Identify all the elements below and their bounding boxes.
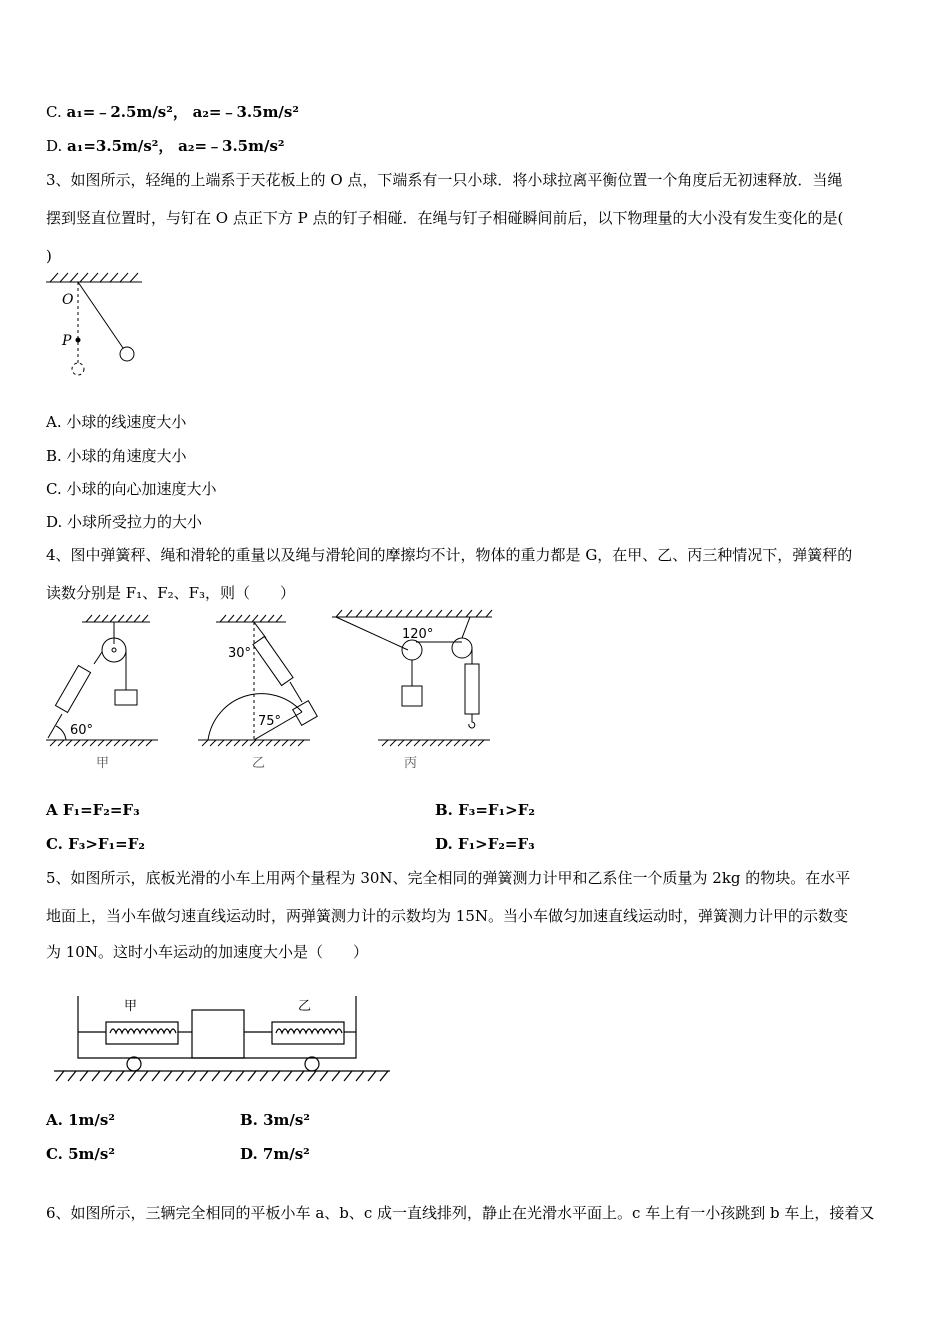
q5-option-b: B. 3m/s² xyxy=(240,1111,310,1129)
q4-option-d: D. F₁>F₂=F₃ xyxy=(435,835,535,853)
angle-75: 75° xyxy=(258,714,282,729)
q4-option-b: B. F₃=F₁>F₂ xyxy=(435,801,535,819)
option-letter: C. xyxy=(46,103,62,121)
angle-30: 30° xyxy=(228,646,252,661)
option-a2: a₂=﹣3.5m/s² xyxy=(178,137,285,155)
label-jia: 甲 xyxy=(124,999,138,1014)
label-p: P xyxy=(62,333,72,349)
q4-figures xyxy=(40,612,510,777)
q5-option-c: C. 5m/s² xyxy=(46,1145,115,1163)
q6-stem-line1: 6、如图所示，三辆完全相同的平板小车 a、b、c 成一直线排列，静止在光滑水平面上。c 车上有一小孩跳到 b 车上，接着又 xyxy=(46,1204,875,1222)
option-a1: a₁=﹣2.5m/s²， xyxy=(66,103,188,121)
q3-option-d: D. 小球所受拉力的大小 xyxy=(46,513,203,531)
q5-stem-line1: 5、如图所示，底板光滑的小车上用两个量程为 30N、完全相同的弹簧测力计甲和乙系住一个质量为 2kg 的物块。在水平 xyxy=(46,869,851,887)
option-a2: a₂=﹣3.5m/s² xyxy=(192,103,299,121)
q3-option-b: B. 小球的角速度大小 xyxy=(46,447,187,465)
q5-cart-figure xyxy=(50,984,400,1094)
option-a1: a₁=3.5m/s²， xyxy=(67,137,174,155)
q4-option-c: C. F₃>F₁=F₂ xyxy=(46,835,145,853)
caption-yi: 乙 xyxy=(252,756,266,771)
q3-pendulum-figure xyxy=(40,272,150,382)
q5-option-a: A. 1m/s² xyxy=(46,1111,115,1129)
q5-stem-line3: 为 10N。这时小车运动的加速度大小是（ ） xyxy=(46,943,368,961)
angle-60: 60° xyxy=(70,723,94,738)
q3-option-c: C. 小球的向心加速度大小 xyxy=(46,480,217,498)
q3-stem-line1: 3、如图所示，轻绳的上端系于天花板上的 O 点，下端系有一只小球．将小球拉离平衡位置一个角度后无初速释放．当绳 xyxy=(46,171,843,189)
caption-jia: 甲 xyxy=(96,756,110,771)
q5-stem-line2: 地面上，当小车做匀速直线运动时，两弹簧测力计的示数均为 15N。当小车做匀加速直线运动时，弹簧测力计甲的示数变 xyxy=(46,907,848,925)
q2-option-d xyxy=(46,136,284,156)
angle-120: 120° xyxy=(402,627,434,642)
option-letter: D. xyxy=(46,137,63,155)
q2-option-c xyxy=(46,102,299,122)
q5-option-d: D. 7m/s² xyxy=(240,1145,310,1163)
q3-stem-line2: 摆到竖直位置时，与钉在 O 点正下方 P 点的钉子相碰．在绳与钉子相碰瞬间前后，以下物理量的大小没有发生变化的是( xyxy=(46,209,844,227)
caption-bing: 丙 xyxy=(404,756,418,771)
q4-option-a: A F₁=F₂=F₃ xyxy=(46,801,140,819)
q4-stem-line1: 4、图中弹簧秤、绳和滑轮的重量以及绳与滑轮间的摩擦均不计，物体的重力都是 G，在甲、乙、丙三种情况下，弹簧秤的 xyxy=(46,546,853,564)
label-o: O xyxy=(62,292,74,308)
q3-stem-line3: ) xyxy=(46,247,52,265)
label-yi: 乙 xyxy=(298,999,312,1014)
q3-option-a: A. 小球的线速度大小 xyxy=(46,413,187,431)
q4-stem-line2: 读数分别是 F₁、F₂、F₃，则（ ） xyxy=(46,584,296,602)
